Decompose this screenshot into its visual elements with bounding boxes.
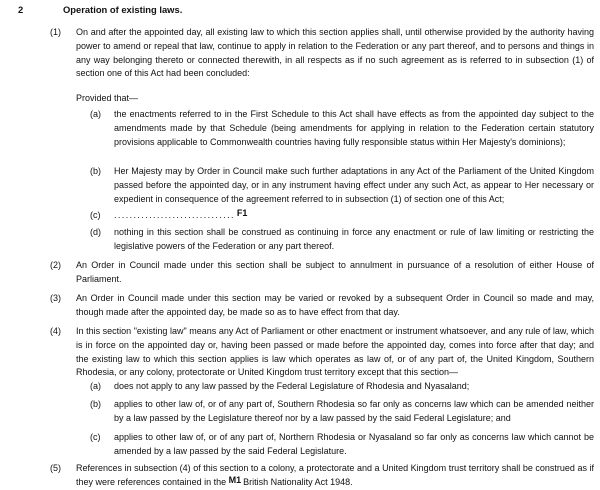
section-number: 2 xyxy=(18,4,24,15)
footnote-ref-f1[interactable]: F1 xyxy=(236,208,248,218)
subsection-number: (2) xyxy=(50,260,61,270)
subsection-number: (5) xyxy=(50,463,61,473)
paragraph-text: applies to other law of, or of any part of, Southern Rhodesia so far only as concerns law which can be amended neither by a law passed by the Legislature thereof nor by a law passed by the said Federal Legislature; and xyxy=(114,399,594,423)
subsection-text-part: British Nationality Act 1948. xyxy=(243,476,353,487)
paragraph-text xyxy=(114,209,594,223)
subsection-number: (3) xyxy=(50,293,61,303)
subsection-text: An Order in Council made under this section may be varied or revoked by a subsequent Order in Council so made and may, though made after the appointed day, be made so as to have effect from that day. xyxy=(76,293,594,317)
proviso-text: Provided that— xyxy=(76,93,139,103)
subsection-text-part: References in subsection (4) of this section to a colony, a protectorate and a United Kingdom trust territory shall be construed as if they were references contained in the xyxy=(76,463,594,487)
paragraph-number: (b) xyxy=(90,399,101,409)
subsection-text: In this section "existing law" means any Act of Parliament or other enactment or instrument whatsoever, and any rule of law, which is in force on the appointed day or, having been passed or made before the appointed day, comes into force after that day; and the existing law to which this section applies is law which operates as law of, or of any part of, the United Kingdom, Southern Rhodesia, or any colony, protectorate or United Kingdom trust territory except that this section— xyxy=(76,326,594,378)
omitted-text-dots: ............................... xyxy=(114,210,235,220)
paragraph-text: Her Majesty may by Order in Council make such further adaptations in any Act of the Parliament of the United Kingdom passed before the appointed day, or in any instrument having effect under any such Act, as appear to Her necessary or expedient in consequence of the agreement referred to in subsection (1) of section one of this Act; xyxy=(114,166,594,204)
paragraph-number: (c) xyxy=(90,210,101,220)
paragraph-text: applies to other law of, or of any part of, Northern Rhodesia or Nyasaland so far only as concerns law which cannot be amended by a law passed by the said Federal Legislature. xyxy=(114,432,594,456)
subsection-number: (4) xyxy=(50,326,61,336)
paragraph-number: (d) xyxy=(90,227,101,237)
subsection-text: An Order in Council made under this section shall be subject to annulment in pursuance of a resolution of either House of Parliament. xyxy=(76,260,594,284)
paragraph-text: does not apply to any law passed by the Federal Legislature of Rhodesia and Nyasaland; xyxy=(114,381,470,391)
paragraph-text: the enactments referred to in the First Schedule to this Act shall have effects as from the appointed day subject to the amendments made by that Schedule (being amendments for applying in relation to the Federation certain statutory provisions applicable to Commonwealth countries having fully responsible status within Her Majesty's dominions); xyxy=(114,109,594,147)
subsection-text: On and after the appointed day, all existing law to which this section applies shall, until otherwise provided by the authority having power to amend or repeal that law, continue to apply in relation to the Federation or any part thereof, and to persons and things in any way belonging thereto or connected therewith, in all respects as if no such agreement as is referred to in subsection (1) of section one of this Act had been concluded: xyxy=(76,27,594,79)
paragraph-number: (a) xyxy=(90,109,101,119)
subsection-text xyxy=(76,462,594,490)
paragraph-text: nothing in this section shall be construed as continuing in force any enactment or rule of law limiting or restricting the legislative powers of the Federation or any part thereof. xyxy=(114,227,594,251)
paragraph-number: (c) xyxy=(90,432,101,442)
marginal-note-ref-m1[interactable]: M1 xyxy=(228,474,242,485)
section-title: Operation of existing laws. xyxy=(63,4,183,15)
subsection-number: (1) xyxy=(50,27,61,37)
paragraph-number: (b) xyxy=(90,166,101,176)
paragraph-number: (a) xyxy=(90,381,101,391)
